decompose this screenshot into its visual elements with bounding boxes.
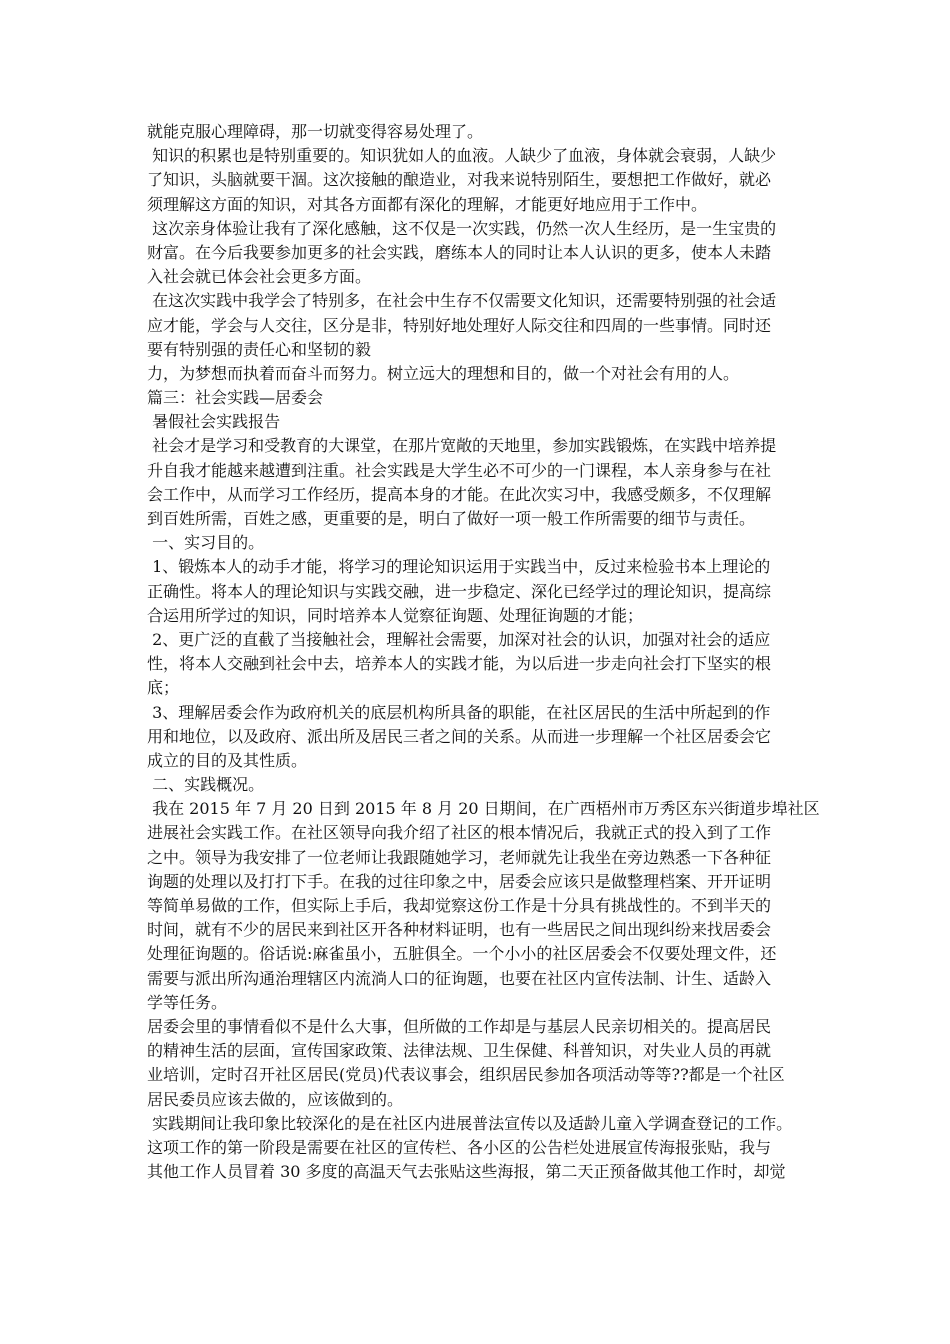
text-line: 正确性。将本人的理论知识与实践交融，进一步稳定、深化已经学过的理论知识，提高综 [147, 581, 772, 601]
text-line: 进展社会实践工作。在社区领导向我介绍了社区的根本情况后，我就正式的投入到了工作 [147, 823, 772, 843]
text-line: 底； [147, 678, 180, 698]
text-line: 学等任务。 [147, 992, 228, 1012]
subsection-heading: 二、实践概况。 [147, 775, 265, 795]
text-line: 成立的目的及其性质。 [147, 750, 308, 770]
text-line: 知识的积累也是特别重要的。知识犹如人的血液。人缺少了血液，身体就会衰弱，人缺少 [147, 146, 777, 166]
text-line: 要有特别强的责任心和坚韧的毅 [147, 339, 372, 359]
section-heading: 篇三：社会实践—居委会 [147, 388, 324, 408]
text-line: 用和地位，以及政府、派出所及居民三者之间的关系。从而进一步理解一个社区居委会它 [147, 726, 772, 746]
text-line: 会工作中，从而学习工作经历，提高本身的才能。在此次实习中，我感受颇多，不仅理解 [147, 484, 772, 504]
text-line: 性，将本人交融到社会中去，培养本人的实践才能，为以后进一步走向社会打下坚实的根 [147, 654, 772, 674]
text-line: 业培训，定时召开社区居民(党员)代表议事会，组织居民参加各项活动等等??都是一个社区 [147, 1065, 785, 1085]
text-line: 1、锻炼本人的动手才能，将学习的理论知识运用于实践当中，反过来检验书本上理论的 [147, 557, 771, 577]
text-line: 等简单易做的工作，但实际上手后，我却觉察这份工作是十分具有挑战性的。不到半天的 [147, 896, 772, 915]
text-line: 居民委员应该去做的，应该做到的。 [147, 1089, 404, 1109]
text-line: 之中。领导为我安排了一位老师让我跟随她学习，老师就先让我坐在旁边熟悉一下各种征 [147, 847, 772, 867]
text-line: 实践期间让我印象比较深化的是在社区内进展普法宣传以及适龄儿童入学调查登记的工作。 [147, 1113, 793, 1133]
subsection-heading: 一、实习目的。 [147, 533, 265, 553]
text-line: 我在 2015 年 7 月 20 日到 2015 年 8 月 20 日期间，在广西梧州市万秀区东兴街道步埠社区 [147, 799, 820, 819]
text-line: 财富。在今后我要参加更多的社会实践，磨练本人的同时让本人认识的更多，使本人未踏 [147, 242, 772, 262]
text-line: 应才能，学会与人交往，区分是非，特别好地处理好人际交往和四周的一些事情。同时还 [147, 315, 772, 335]
text-line: 询题的处理以及打打下手。在我的过往印象之中，居委会应该只是做整理档案、开开证明 [147, 871, 772, 891]
text-line: 了知识，头脑就要干涸。这次接触的酿造业，对我来说特别陌生，要想把工作做好，就必 [147, 170, 772, 190]
text-line: 2、更广泛的直截了当接触社会，理解社会需要，加深对社会的认识，加强对社会的适应 [147, 629, 771, 649]
text-line: 在这次实践中我学会了特别多，在社会中生存不仅需要文化知识，还需要特别强的社会适 [147, 291, 777, 311]
text-line: 入社会就已体会社会更多方面。 [147, 267, 372, 287]
text-line: 这次亲身体验让我有了深化感触，这不仅是一次实践，仍然一次人生经历，是一生宝贵的 [147, 218, 777, 238]
text-line: 居委会里的事情看似不是什么大事，但所做的工作却是与基层人民亲切相关的。提高居民 [147, 1016, 772, 1036]
text-line: 的精神生活的层面，宣传国家政策、法律法规、卫生保健、科普知识，对失业人员的再就 [147, 1041, 772, 1061]
text-line: 合运用所学过的知识，同时培养本人觉察征询题、处理征询题的才能； [147, 605, 644, 625]
text-line: 须理解这方面的知识，对其各方面都有深化的理解，才能更好地应用于工作中。 [147, 194, 708, 214]
text-line: 时间，就有不少的居民来到社区开各种材料证明，也有一些居民之间出现纠纷来找居委会 [147, 920, 772, 940]
text-line: 升自我才能越来越遭到注重。社会实践是大学生必不可少的一门课程，本人亲身参与在社 [147, 460, 772, 480]
document-body [147, 120, 820, 1184]
text-line: 社会才是学习和受教育的大课堂，在那片宽敞的天地里，参加实践锻炼，在实践中培养提 [147, 436, 777, 456]
text-line: 需要与派出所沟通治理辖区内流淌人口的征询题，也要在社区内宣传法制、计生、适龄入 [147, 968, 772, 988]
text-line: 到百姓所需，百姓之感，更重要的是，明白了做好一项一般工作所需要的细节与责任。 [147, 509, 756, 528]
text-line: 这项工作的第一阶段是需要在社区的宣传栏、各小区的公告栏处进展宣传海报张贴，我与 [147, 1137, 772, 1157]
text-line: 处理征询题的。俗话说:麻雀虽小，五脏俱全。一个小小的社区居委会不仅要处理文件，还 [147, 944, 777, 964]
text-line: 就能克服心理障碍，那一切就变得容易处理了。 [147, 122, 484, 141]
text-line: 其他工作人员冒着 30 多度的高温天气去张贴这些海报，第二天正预备做其他工作时，却觉 [147, 1162, 786, 1182]
text-line: 力，为梦想而执着而奋斗而努力。树立远大的理想和目的，做一个对社会有用的人。 [147, 363, 740, 383]
text-line: 3、理解居委会作为政府机关的底层机构所具备的职能，在社区居民的生活中所起到的作 [147, 702, 771, 722]
report-title: 暑假社会实践报告 [147, 412, 281, 432]
